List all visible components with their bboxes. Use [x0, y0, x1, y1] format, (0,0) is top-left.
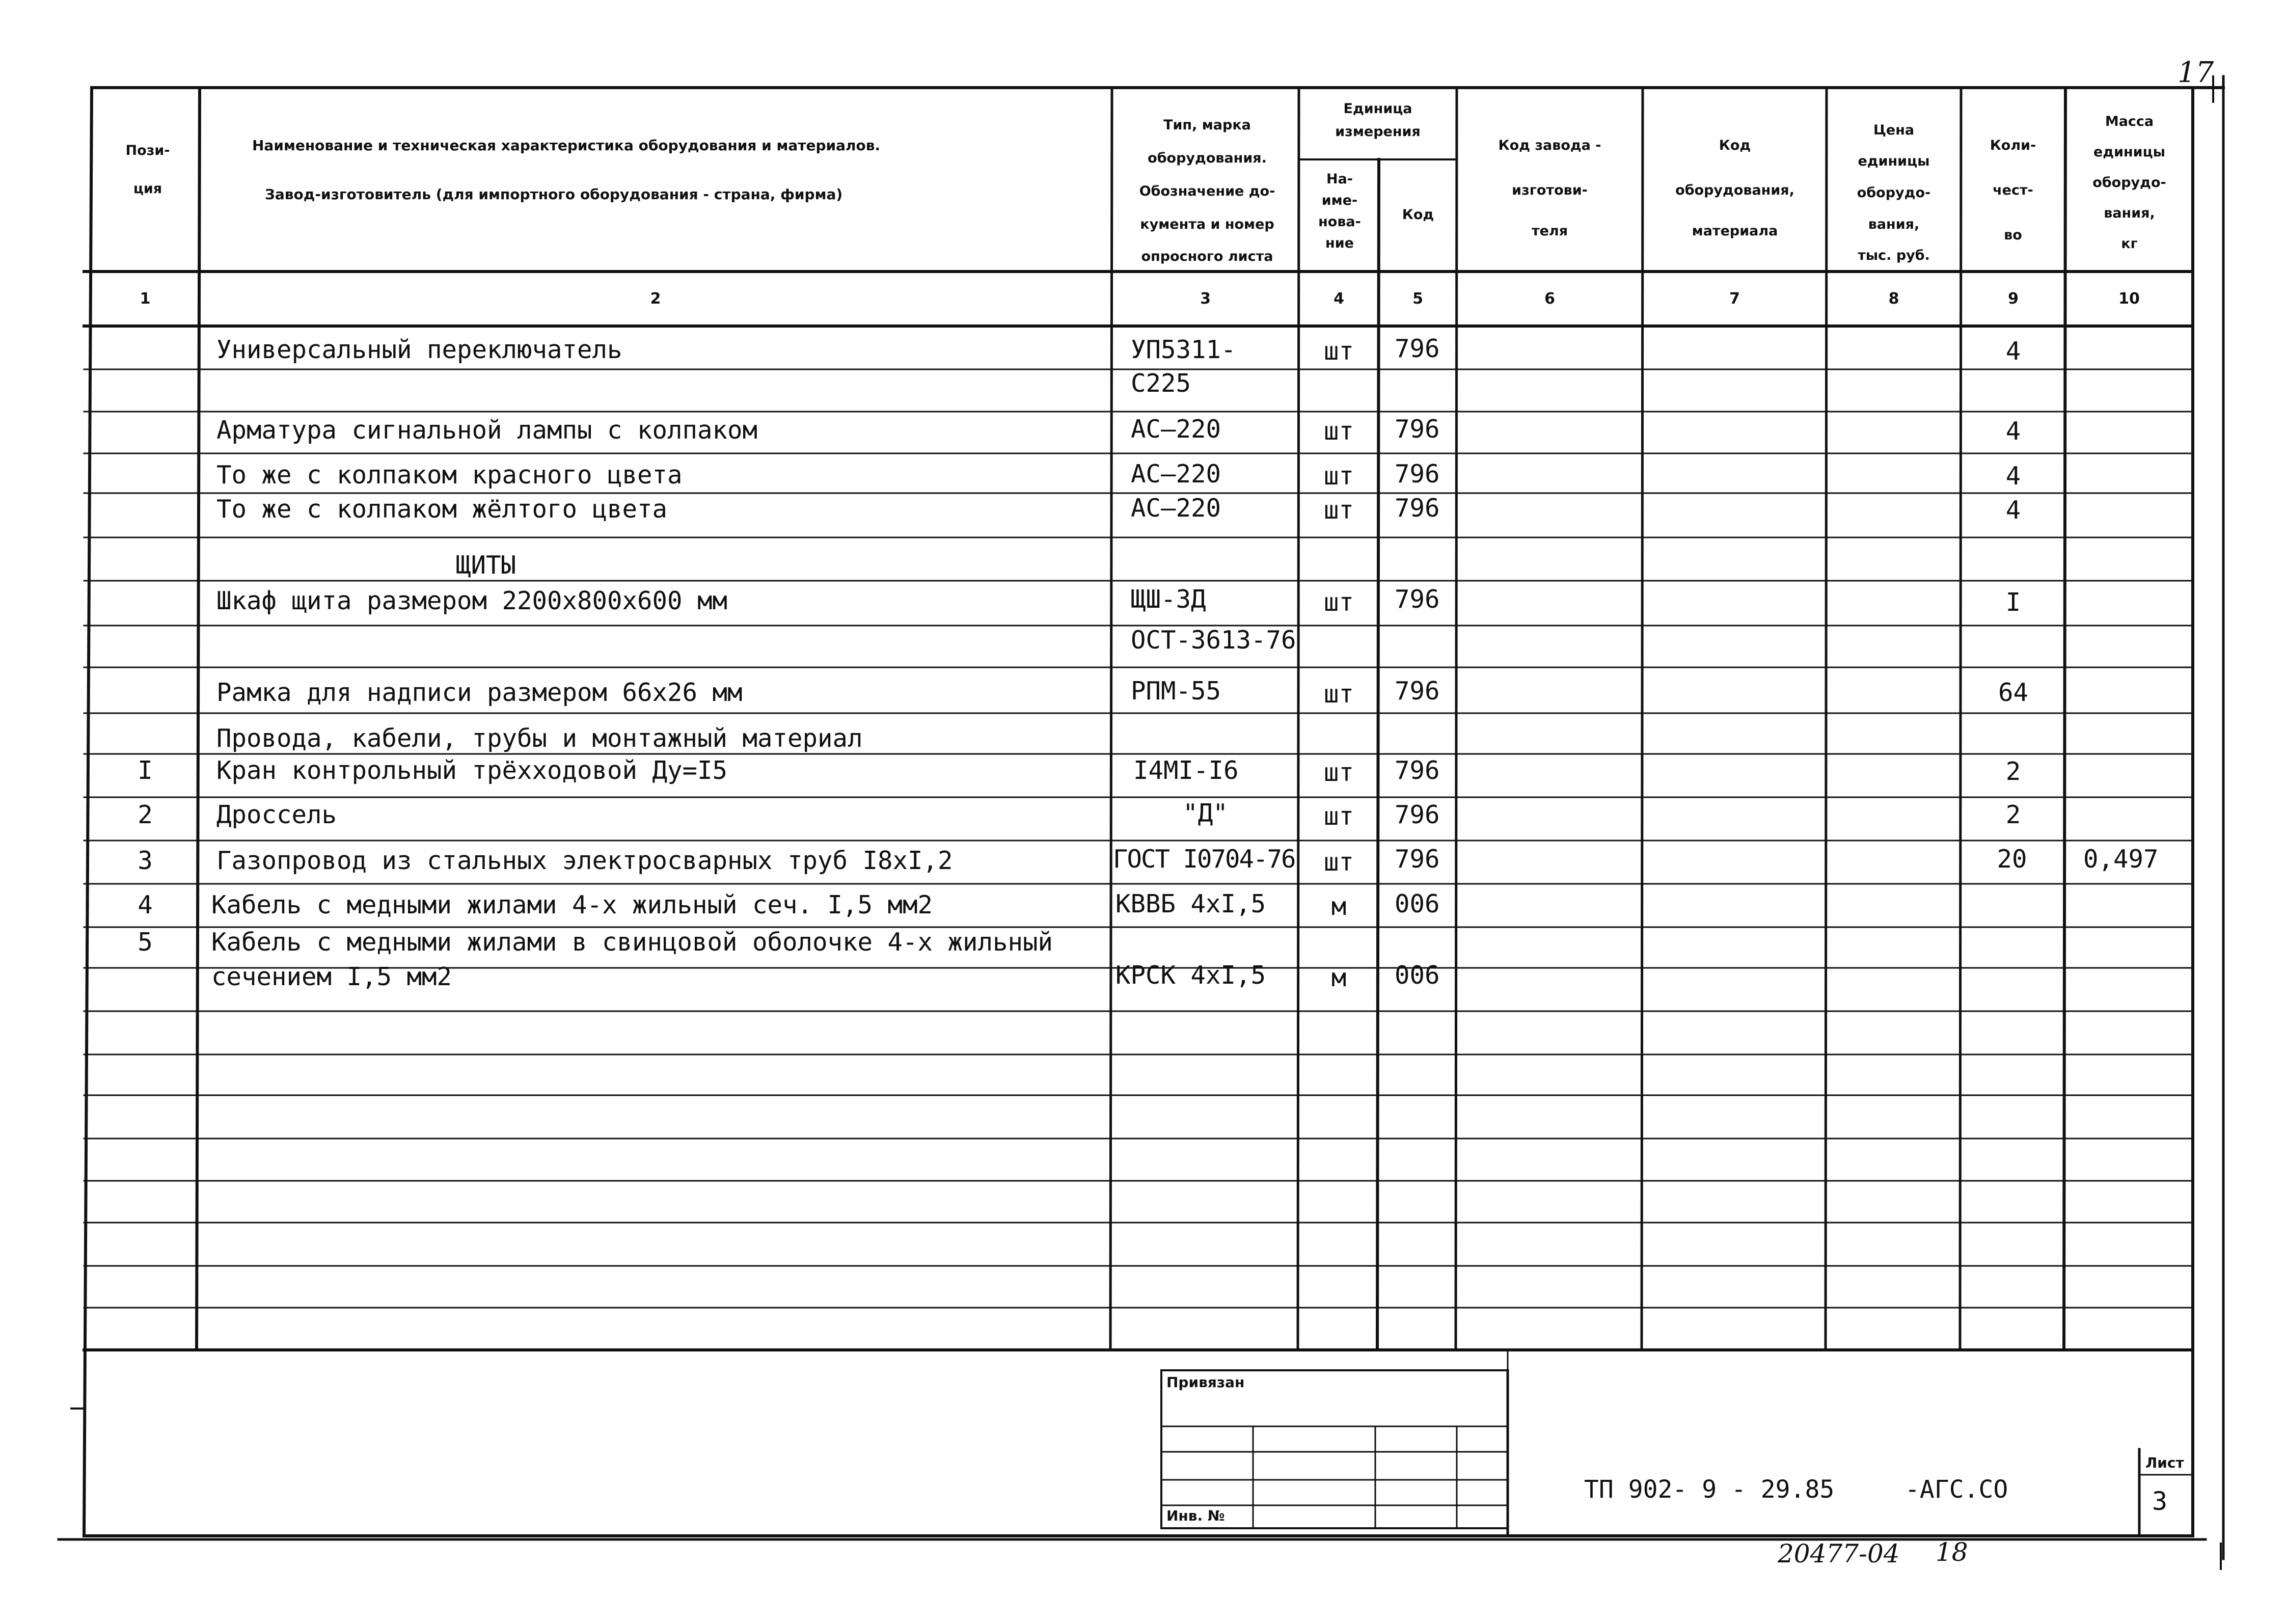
- row-11-name: Кран контрольный трёхходовой Ду=I5: [216, 756, 728, 785]
- header-type-line4: кумента и номер: [1140, 216, 1274, 232]
- column-number-9: 9: [2008, 290, 2019, 308]
- header-price-line1: Цена: [1873, 122, 1915, 138]
- row-9-type: РПМ-55: [1131, 676, 1221, 706]
- header-position-line2: ция: [133, 181, 162, 197]
- row-11-code: 796: [1395, 756, 1440, 785]
- column-number-3: 3: [1200, 290, 1211, 308]
- row-5-code: 796: [1395, 494, 1440, 523]
- header-equipment-code-line3: материала: [1692, 223, 1778, 239]
- header-quantity-line2: чест-: [1993, 182, 2033, 198]
- header-equipment-code-line1: Код: [1719, 138, 1751, 153]
- row-9-qty: 64: [1998, 678, 2028, 707]
- header-mass-line5: кг: [2121, 236, 2138, 252]
- header-price-line5: тыс. руб.: [1858, 248, 1930, 263]
- row-13-unit: шт: [1323, 848, 1354, 877]
- column-number-6: 6: [1544, 290, 1555, 308]
- row-13-pos: 3: [138, 846, 153, 875]
- column-number-8: 8: [1888, 290, 1899, 308]
- row-9-name: Рамка для надписи размером 66х26 мм: [216, 678, 743, 707]
- row-15-name: Кабель с медными жилами в свинцовой оболочке 4-х жильный: [211, 928, 1053, 957]
- column-number-7: 7: [1729, 290, 1740, 308]
- header-price-line2: единицы: [1858, 153, 1930, 169]
- header-type-line1: Тип, марка: [1163, 117, 1251, 133]
- row-13-mass: 0,497: [2083, 845, 2159, 874]
- header-plant-code-line3: теля: [1531, 223, 1568, 239]
- row-12-unit: шт: [1323, 802, 1354, 831]
- stamp-sheet-number: 3: [2152, 1486, 2168, 1516]
- column-number-1: 1: [140, 290, 151, 308]
- row-5-name: То же с колпаком жёлтого цвета: [216, 495, 668, 524]
- header-price-line3: оборудо-: [1857, 185, 1931, 201]
- row-9-code: 796: [1395, 676, 1440, 706]
- header-mass-line2: единицы: [2093, 144, 2166, 160]
- page-number: 17: [2178, 56, 2214, 89]
- row-5-type: АС–220: [1131, 494, 1221, 523]
- row-1-code: 796: [1395, 334, 1440, 363]
- header-quantity-line3: во: [2004, 227, 2022, 243]
- row-7-qty: I: [2005, 588, 2021, 617]
- row-4-code: 796: [1395, 459, 1440, 489]
- column-number-4: 4: [1334, 290, 1344, 308]
- row-1-name: Универсальный переключатель: [216, 335, 622, 364]
- header-unit-group-line2: измерения: [1335, 124, 1421, 140]
- header-unit-name-line3: нова-: [1318, 214, 1361, 230]
- row-11-qty: 2: [2005, 757, 2021, 786]
- row-7-name: Шкаф щита размером 2200х800х600 мм: [216, 586, 728, 615]
- row-13-type: ГОСТ I0704-76: [1113, 845, 1295, 874]
- row-6-section-heading: ЩИТЫ: [456, 551, 516, 580]
- row-14-pos: 4: [138, 890, 153, 919]
- row-13-qty: 20: [1997, 845, 2027, 874]
- row-3-code: 796: [1395, 415, 1440, 444]
- row-3-name: Арматура сигнальной лампы с колпаком: [216, 416, 758, 445]
- row-11-unit: шт: [1323, 758, 1354, 787]
- row-4-qty: 4: [2005, 462, 2021, 491]
- stamp-linked-label: Привязан: [1166, 1374, 1245, 1391]
- handwritten-note: 20477-04: [1778, 1539, 1900, 1568]
- handwritten-page: 18: [1936, 1537, 1968, 1567]
- header-unit-name-line4: ние: [1325, 235, 1354, 251]
- row-1-type: УП5311-: [1131, 335, 1236, 364]
- row-14-unit: м: [1331, 892, 1347, 921]
- row-5-qty: 4: [2005, 496, 2021, 525]
- row-4-type: АС–220: [1131, 459, 1221, 489]
- header-equipment-code-line2: оборудования,: [1675, 182, 1794, 198]
- stamp-document-code: ТП 902- 9 - 29.85: [1584, 1475, 1835, 1504]
- stamp-sheet-label: Лист: [2145, 1454, 2184, 1471]
- row-16-unit: м: [1331, 963, 1347, 992]
- row-1-unit: шт: [1323, 337, 1354, 366]
- row-13-code: 796: [1395, 845, 1440, 874]
- row-7-type: ЩШ-ЗД: [1131, 585, 1206, 614]
- row-12-code: 796: [1395, 800, 1440, 829]
- header-type-line3: Обозначение до-: [1139, 183, 1275, 199]
- row-13-name: Газопровод из стальных электросварных труб I8хI,2: [216, 846, 953, 875]
- column-number-10: 10: [2118, 290, 2140, 308]
- header-position-line1: Пози-: [125, 143, 170, 158]
- header-type-line5: опросного листа: [1141, 249, 1273, 264]
- row-9-unit: шт: [1323, 680, 1354, 709]
- row-4-unit: шт: [1323, 462, 1354, 491]
- row-15-pos: 5: [138, 928, 153, 957]
- row-3-unit: шт: [1323, 417, 1354, 446]
- row-12-qty: 2: [2005, 800, 2021, 829]
- header-type-line2: оборудования.: [1148, 150, 1267, 166]
- column-number-2: 2: [650, 290, 661, 308]
- header-plant-code-line2: изготови-: [1512, 182, 1588, 198]
- header-name-line2: Завод-изготовитель (для импортного оборудования - страна, фирма): [265, 186, 843, 203]
- row-2-type: С225: [1131, 369, 1191, 398]
- row-16-type: КРСК 4хI,5: [1115, 961, 1266, 990]
- row-3-qty: 4: [2005, 417, 2021, 446]
- row-14-type: КВВБ 4хI,5: [1115, 889, 1266, 918]
- stamp-inv-label: Инв. №: [1166, 1507, 1225, 1524]
- row-1-qty: 4: [2005, 337, 2021, 366]
- column-number-5: 5: [1412, 290, 1423, 308]
- header-price-line4: вания,: [1868, 216, 1920, 232]
- row-12-name: Дроссель: [216, 800, 337, 829]
- header-mass-line4: вания,: [2104, 205, 2155, 221]
- header-plant-code-line1: Код завода -: [1498, 138, 1601, 153]
- row-14-name: Кабель с медными жилами 4-х жильный сеч. I,5 мм2: [211, 890, 933, 919]
- header-quantity-line1: Коли-: [1990, 138, 2036, 153]
- header-mass-line3: оборудо-: [2092, 175, 2166, 191]
- row-5-unit: шт: [1323, 496, 1354, 525]
- row-7-code: 796: [1395, 585, 1440, 614]
- row-12-pos: 2: [138, 800, 153, 829]
- row-10-name: Провода, кабели, трубы и монтажный материал: [216, 724, 863, 753]
- header-unit-group-line1: Единица: [1343, 101, 1412, 117]
- row-11-pos: I: [138, 756, 153, 785]
- stamp-document-suffix: -АГС.СО: [1905, 1475, 2008, 1504]
- header-unit-name-line1: На-: [1326, 171, 1353, 187]
- row-7-unit: шт: [1323, 588, 1354, 617]
- header-mass-line1: Масса: [2105, 114, 2154, 129]
- row-8-type: ОСТ-3613-76: [1131, 626, 1296, 655]
- header-unit-code: Код: [1402, 207, 1434, 223]
- row-4-name: То же с колпаком красного цвета: [216, 461, 683, 490]
- header-name-line1: Наименование и техническая характеристика оборудования и материалов.: [252, 137, 881, 154]
- header-unit-name-line2: име-: [1321, 193, 1358, 208]
- row-16-name: сечением I,5 мм2: [211, 962, 452, 991]
- row-11-type: I4MI-I6: [1133, 756, 1239, 785]
- row-12-type: "Д": [1183, 799, 1228, 828]
- row-3-type: АС–220: [1131, 415, 1221, 444]
- row-14-code: 006: [1395, 889, 1440, 918]
- row-16-code: 006: [1395, 961, 1440, 990]
